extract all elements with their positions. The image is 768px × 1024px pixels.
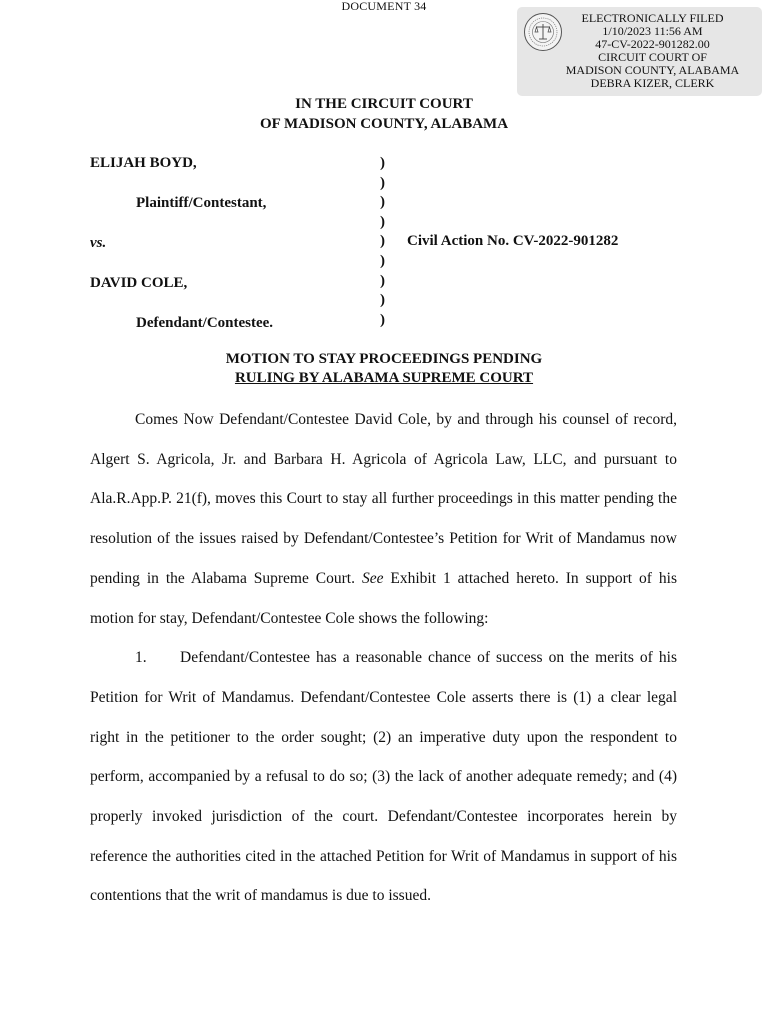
caption-paren: ) bbox=[380, 155, 385, 171]
document-label: DOCUMENT 34 bbox=[341, 0, 427, 13]
intro-text-part2: Exhibit 1 attached hereto. In support of his motion for stay, Defendant/Contestee Cole shows the following: bbox=[90, 569, 677, 627]
plaintiff-role: Plaintiff/Contestant, bbox=[136, 195, 267, 211]
caption-paren: ) bbox=[380, 174, 385, 191]
intro-text-part1: Comes Now Defendant/Contestee David Cole, by and through his counsel of record, Algert S. Agricola, Jr. and Barbara H. Agricola of Agricola Law, LLC, and pursuant to Ala.R.App.P. 21(f), moves this Court to stay all further proceedings in this matter pending the resolution of the issues raised by Defendant/Contestee’s Petition for Writ of Mandamus now pending in the Alabama Supreme Court. bbox=[90, 411, 677, 587]
filing-stamp bbox=[517, 7, 762, 96]
versus-label: vs. bbox=[90, 235, 107, 251]
court-heading-line1: IN THE CIRCUIT COURT bbox=[295, 96, 473, 112]
court-heading bbox=[0, 94, 768, 134]
caption-paren: ) bbox=[380, 272, 385, 289]
filing-stamp-text bbox=[543, 12, 762, 90]
stamp-line: 1/10/2023 11:56 AM bbox=[602, 24, 703, 38]
caption-paren: ) bbox=[380, 194, 385, 211]
motion-title bbox=[0, 350, 768, 388]
motion-body bbox=[90, 400, 677, 916]
motion-title-line2: RULING BY ALABAMA SUPREME COURT bbox=[234, 370, 534, 386]
caption-paren: ) bbox=[380, 311, 385, 328]
court-heading-line2: OF MADISON COUNTY, ALABAMA bbox=[259, 116, 509, 132]
see-signal: See bbox=[361, 569, 384, 587]
intro-paragraph bbox=[90, 400, 677, 638]
case-caption bbox=[90, 153, 380, 333]
caption-parentheses bbox=[380, 153, 392, 329]
paragraph-number: 1. bbox=[135, 649, 147, 667]
caption-paren: ) bbox=[380, 292, 385, 309]
defendant-role: Defendant/Contestee. bbox=[136, 315, 274, 331]
stamp-line: 47-CV-2022-901282.00 bbox=[595, 37, 710, 51]
civil-action-number: Civil Action No. CV-2022-901282 bbox=[407, 233, 619, 249]
paragraph-1-text: Defendant/Contestee has a reasonable chance of success on the merits of his Petition for Writ of Mandamus. Defendant/Contestee Cole asserts there is (1) a clear legal right in the petitioner to the order sought; (2) an imperative duty upon the respondent to perform, accompanied by a refusal to do so; (3) the lack of another adequate remedy; and (4) properly invoked jurisdiction of the court. Defendant/Contestee incorporates herein by reference the authorities cited in the attached Petition for Writ of Mandamus in support of his contentions that the writ of mandamus is due to issued. bbox=[90, 649, 677, 905]
stamp-line: DEBRA KIZER, CLERK bbox=[590, 76, 715, 90]
numbered-paragraph-1 bbox=[90, 638, 677, 916]
motion-title-line1: MOTION TO STAY PROCEEDINGS PENDING bbox=[225, 351, 543, 367]
stamp-line: ELECTRONICALLY FILED bbox=[581, 11, 724, 25]
caption-paren: ) bbox=[380, 213, 385, 230]
caption-paren: ) bbox=[380, 233, 385, 250]
stamp-line: MADISON COUNTY, ALABAMA bbox=[565, 63, 740, 77]
plaintiff-name: ELIJAH BOYD, bbox=[90, 155, 197, 171]
defendant-name: DAVID COLE, bbox=[90, 275, 188, 291]
stamp-line: CIRCUIT COURT OF bbox=[598, 50, 707, 64]
caption-paren: ) bbox=[380, 252, 385, 269]
